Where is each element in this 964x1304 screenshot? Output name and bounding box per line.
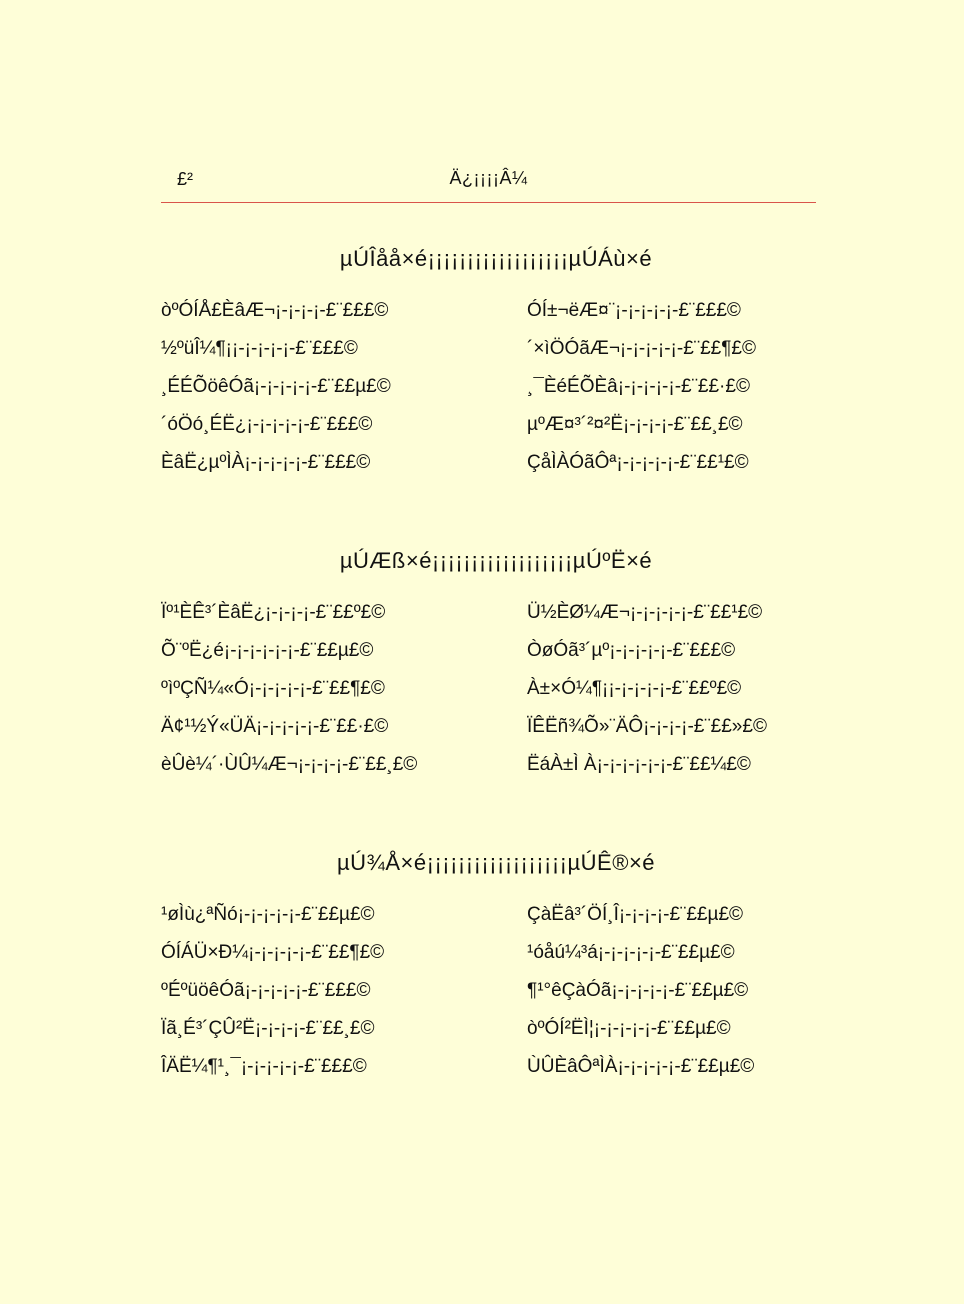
running-title: Ä¿¡¡¡¡Â¼ [449,168,528,188]
section-heading: µÚÆß×é¡¡¡¡¡¡¡¡¡¡¡¡¡¡¡¡¡¡µÚºË×é [339,548,653,573]
menu-entry: ÇåÌÀÓãÔª¡-¡-¡-¡-¡-£¨££¹£© [527,452,749,473]
menu-entry: ¶¹°êÇàÓã¡-¡-¡-¡-¡-£¨££µ£© [527,980,749,1001]
menu-column-right [527,902,837,1092]
menu-column-right [527,600,837,790]
section-heading: µÚÎåå×é¡¡¡¡¡¡¡¡¡¡¡¡¡¡¡¡¡¡µÚÁù×é [339,246,653,271]
menu-entry: À±×Ó¼¶¡¡-¡-¡-¡-¡-£¨££º£© [527,678,742,699]
menu-entry: Ïº¹ÈÊ³´ÈâË¿¡-¡-¡-¡-£¨££º£© [161,602,386,623]
menu-entry: ´óÖó¸ÉË¿¡-¡-¡-¡-¡-£¨£££© [161,414,373,435]
menu-column-right [527,298,837,488]
menu-entry: ÏÊËñ¾Õ»¨ÄÔ¡-¡-¡-¡-£¨££»£© [527,716,767,737]
menu-entry: ËáÀ±Ì À¡-¡-¡-¡-¡-¡-£¨££¼£© [527,754,751,775]
menu-entry: òºÓÍ²ËÌ¦¡-¡-¡-¡-¡-£¨££µ£© [527,1018,731,1039]
menu-entry: Ïã¸É³´ÇÛ²Ë¡-¡-¡-¡-£¨££¸£© [161,1018,375,1039]
menu-entry: ÓÍ±¬ëÆ¤¨¡-¡-¡-¡-¡-£¨£££© [527,300,741,321]
menu-column-left [161,600,471,790]
menu-entry: ÇàËâ³´ÖÍ¸Î¡-¡-¡-¡-£¨££µ£© [527,904,744,925]
menu-entry: Ü½ÈØ¼Æ¬¡-¡-¡-¡-¡-£¨££¹£© [527,602,763,623]
menu-column-left [161,298,471,488]
menu-entry: ¹óåú¼³á¡-¡-¡-¡-¡-£¨££µ£© [527,942,735,963]
menu-entry: ÎÄË¼¶¹¸¯¡-¡-¡-¡-¡-£¨£££© [161,1056,367,1077]
menu-entry: ¸ÉÉÕöêÓã¡-¡-¡-¡-¡-£¨££µ£© [161,376,391,397]
menu-entry: ¸¯ÈéÉÕÈâ¡-¡-¡-¡-¡-£¨££·£© [527,376,750,397]
menu-entry: ½ºüÎ¼¶¡¡-¡-¡-¡-¡-£¨£££© [161,338,358,359]
menu-entry: Ä¢¹½Ý«ÜÄ¡-¡-¡-¡-¡-£¨££·£© [161,716,389,737]
menu-entry: òºÓÍÅ£ÈâÆ¬¡-¡-¡-¡-£¨£££© [161,300,389,321]
menu-entry: ºÉºüöêÓã¡-¡-¡-¡-¡-£¨£££© [161,980,371,1001]
menu-entry: èÛè¼´·ÙÛ¼Æ¬¡-¡-¡-¡-£¨££¸£© [161,754,418,775]
menu-entry: ´×ìÖÓãÆ¬¡-¡-¡-¡-¡-£¨££¶£© [527,338,756,359]
menu-entry: ÙÛÈâÔªÌÀ¡-¡-¡-¡-¡-£¨££µ£© [527,1056,755,1077]
menu-column-left [161,902,471,1092]
menu-entry: ÓÍÁÜ×Ð¼¡-¡-¡-¡-¡-£¨££¶£© [161,942,385,963]
menu-entry: µºÆ¤³´²¤²Ë¡-¡-¡-¡-£¨££¸£© [527,414,743,435]
menu-entry: ¹øÌù¿ªÑó¡-¡-¡-¡-¡-£¨££µ£© [161,904,375,925]
menu-entry: ºìºÇÑ¼«Ó¡-¡-¡-¡-¡-£¨££¶£© [161,678,385,699]
menu-entry: Õ¨ºË¿é¡-¡-¡-¡-¡-¡-£¨££µ£© [161,640,374,661]
menu-entry: ÈâË¿µºÌÀ¡-¡-¡-¡-¡-£¨£££© [161,452,371,473]
page-number: £² [177,169,194,189]
menu-entry: ÒøÓã³´µº¡-¡-¡-¡-¡-£¨£££© [527,640,736,661]
page-header [161,165,816,203]
section-heading: µÚ¾Å×é¡¡¡¡¡¡¡¡¡¡¡¡¡¡¡¡¡¡µÚÊ®×é [336,850,656,875]
